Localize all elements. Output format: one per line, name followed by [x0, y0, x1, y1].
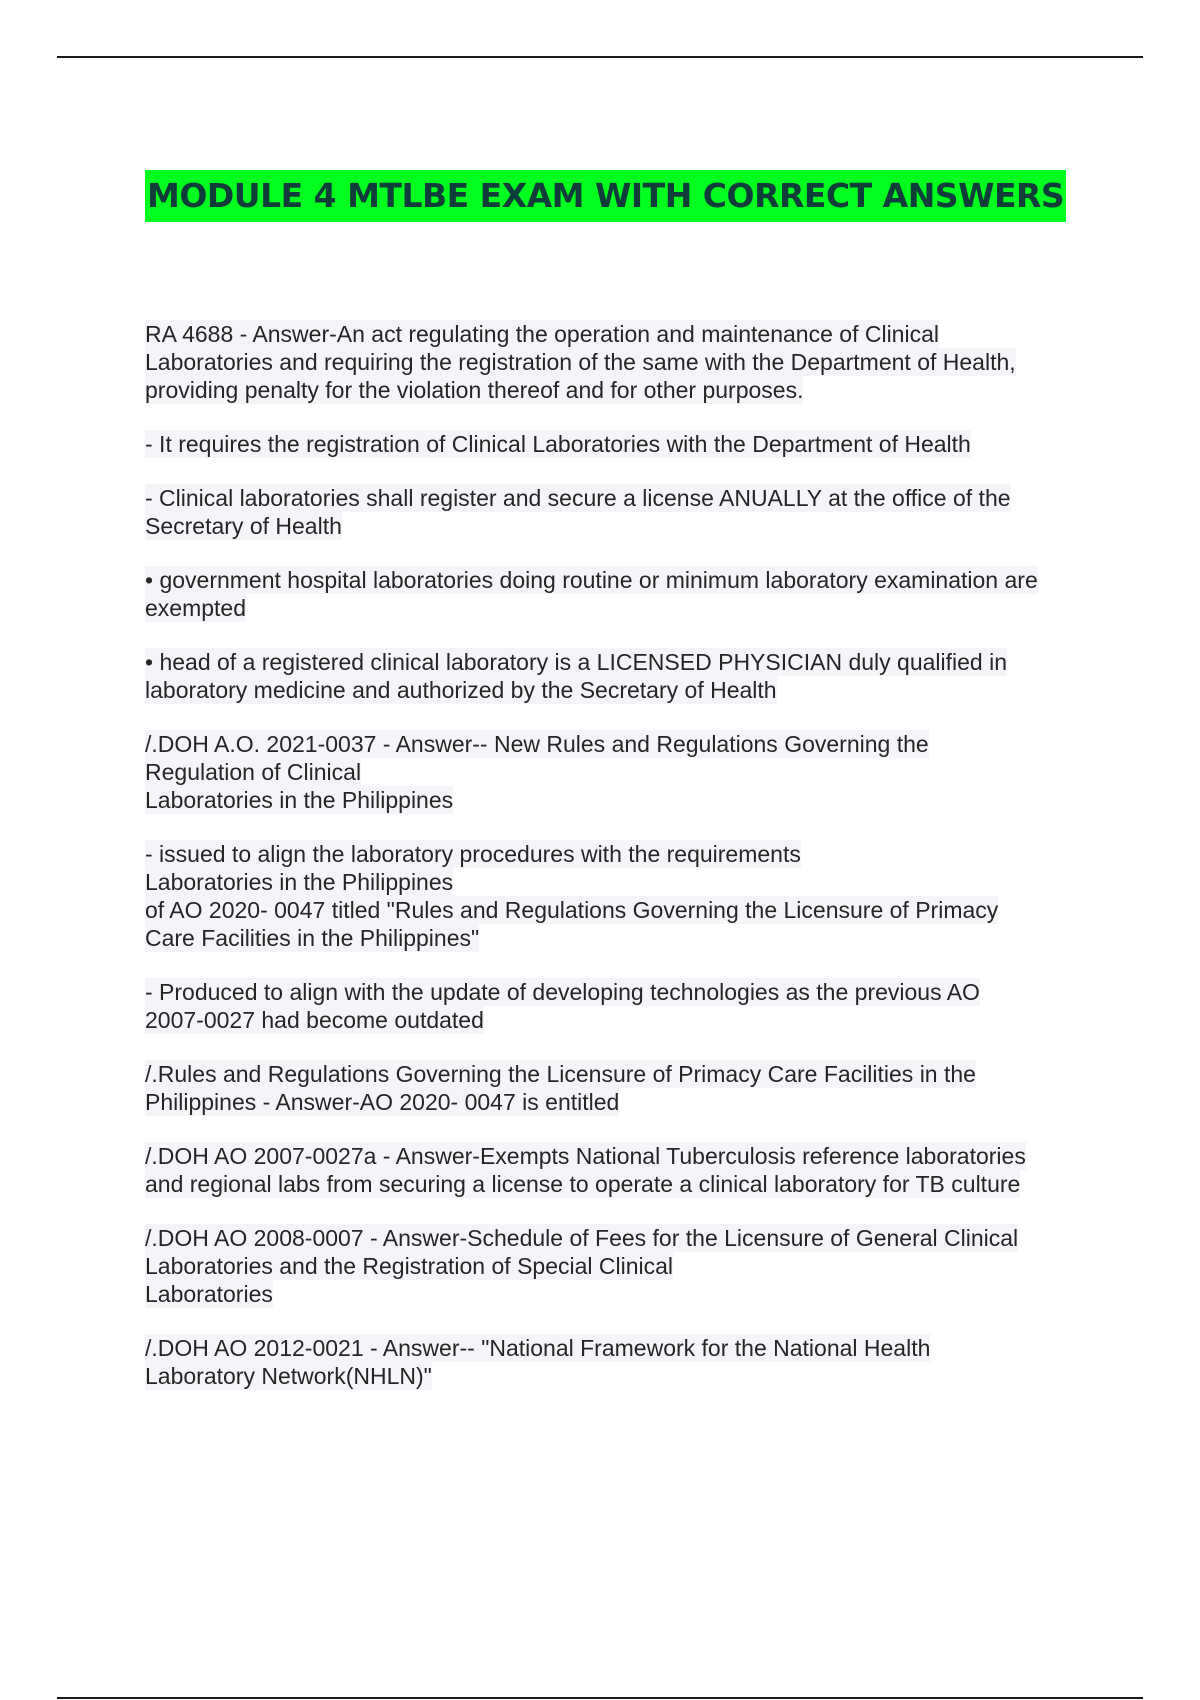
text-line: Laboratories [145, 1281, 273, 1307]
text-line: Philippines - Answer-AO 2020- 0047 is entitled [145, 1089, 620, 1115]
text-line: 2007-0027 had become outdated [145, 1007, 484, 1033]
text-line: • government hospital laboratories doing routine or minimum laboratory examination are [145, 567, 1038, 593]
qa-paragraph [145, 978, 1105, 1034]
text-line: Laboratories and requiring the registration of the same with the Department of Health, [145, 349, 1016, 375]
title-block [145, 170, 1066, 222]
text-line: and regional labs from securing a license to operate a clinical laboratory for TB culture [145, 1171, 1021, 1197]
text-line: laboratory medicine and authorized by the Secretary of Health [145, 677, 777, 703]
text-line: RA 4688 - Answer-An act regulating the operation and maintenance of Clinical [145, 321, 939, 347]
text-line: of AO 2020- 0047 titled "Rules and Regulations Governing the Licensure of Primacy [145, 897, 999, 923]
text-line: - It requires the registration of Clinical Laboratories with the Department of Health [145, 431, 971, 457]
qa-paragraph [145, 320, 1105, 404]
top-divider [57, 56, 1143, 58]
qa-paragraph [145, 648, 1105, 704]
qa-paragraph [145, 430, 1105, 458]
text-line: - Clinical laboratories shall register and secure a license ANUALLY at the office of the [145, 485, 1011, 511]
document-title: MODULE 4 MTLBE EXAM WITH CORRECT ANSWERS [145, 170, 1066, 222]
text-line: /.DOH AO 2008-0007 - Answer-Schedule of Fees for the Licensure of General Clinical [145, 1225, 1019, 1251]
text-line: providing penalty for the violation thereof and for other purposes. [145, 377, 804, 403]
qa-paragraph [145, 1334, 1105, 1390]
text-line: /.DOH AO 2012-0021 - Answer-- "National Framework for the National Health [145, 1335, 931, 1361]
text-line: /.DOH AO 2007-0027a - Answer-Exempts National Tuberculosis reference laboratories [145, 1143, 1026, 1169]
qa-paragraph [145, 566, 1105, 622]
text-line: exempted [145, 595, 247, 621]
qa-paragraph [145, 1142, 1105, 1198]
text-line: Laboratories in the Philippines [145, 869, 454, 895]
text-line: - Produced to align with the update of developing technologies as the previous AO [145, 979, 980, 1005]
document-body [145, 320, 1105, 1416]
text-line: Secretary of Health [145, 513, 342, 539]
qa-paragraph [145, 840, 1105, 952]
text-line: /.DOH A.O. 2021-0037 - Answer-- New Rules and Regulations Governing the [145, 731, 929, 757]
qa-paragraph [145, 484, 1105, 540]
text-line: • head of a registered clinical laboratory is a LICENSED PHYSICIAN duly qualified in [145, 649, 1008, 675]
text-line: Laboratories in the Philippines [145, 787, 454, 813]
text-line: - issued to align the laboratory procedures with the requirements [145, 841, 801, 867]
qa-paragraph [145, 730, 1105, 814]
qa-paragraph [145, 1224, 1105, 1308]
text-line: /.Rules and Regulations Governing the Licensure of Primacy Care Facilities in the [145, 1061, 976, 1087]
text-line: Regulation of Clinical [145, 759, 362, 785]
qa-paragraph [145, 1060, 1105, 1116]
text-line: Laboratory Network(NHLN)" [145, 1363, 432, 1389]
bottom-divider [57, 1697, 1143, 1699]
text-line: Laboratories and the Registration of Special Clinical [145, 1253, 674, 1279]
text-line: Care Facilities in the Philippines" [145, 925, 480, 951]
